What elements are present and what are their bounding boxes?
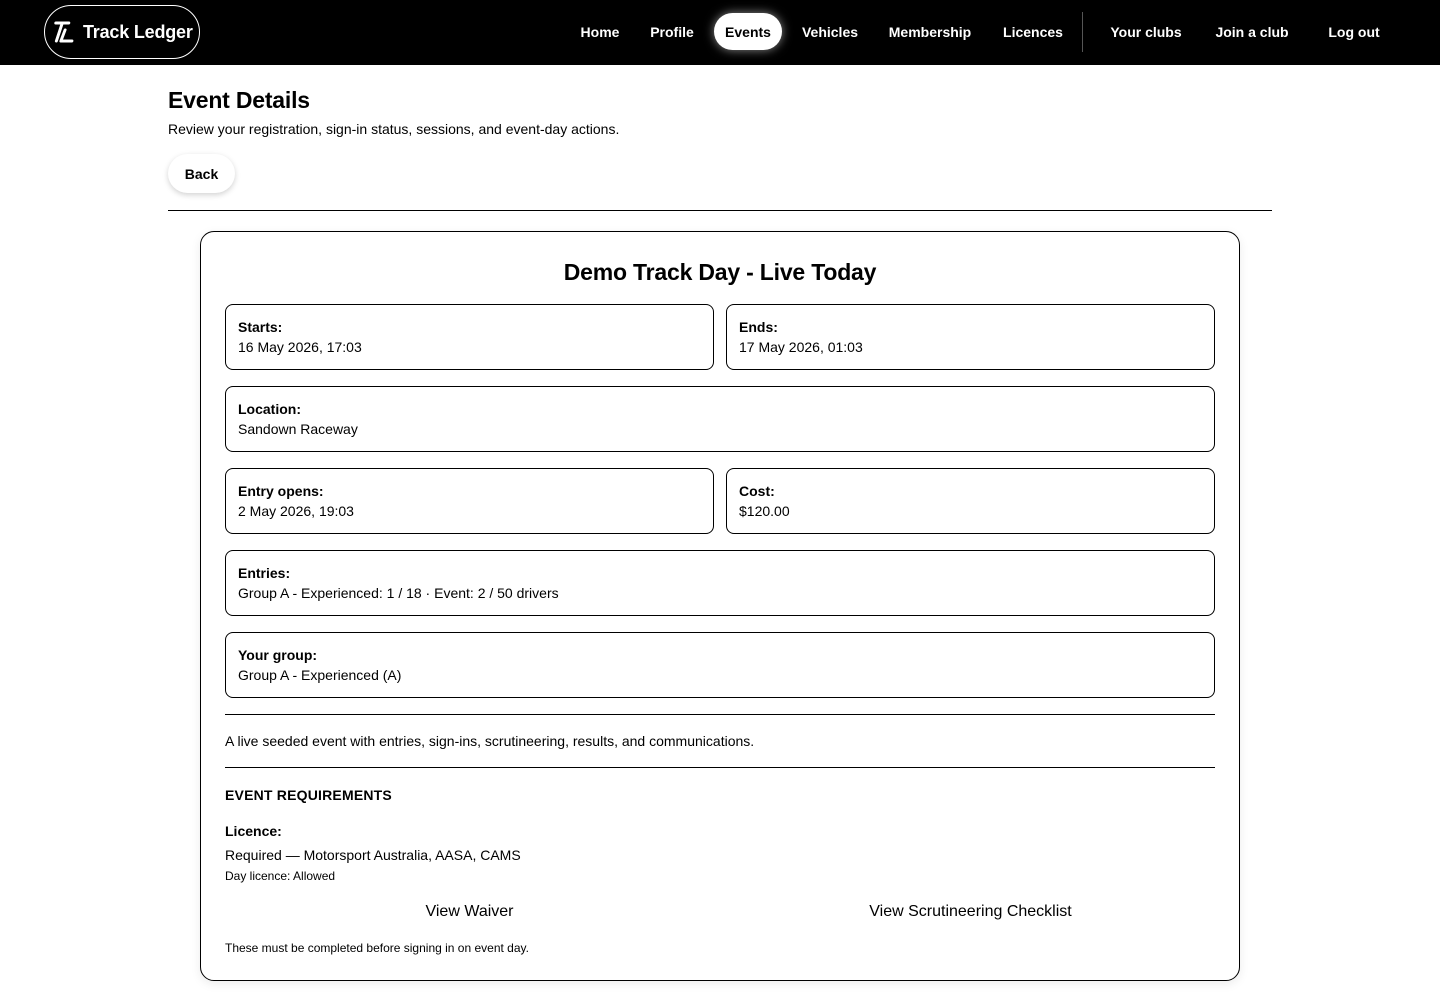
nav-log-out[interactable]: Log out: [1328, 23, 1380, 40]
entry-opens-box: [225, 468, 714, 534]
location-label: Location:: [238, 401, 301, 417]
track-ledger-logo-icon: [53, 19, 79, 45]
nav-licences[interactable]: Licences: [1003, 23, 1063, 40]
your-group-box: [225, 632, 1215, 698]
entries-label: Entries:: [238, 565, 291, 581]
nav-vehicles[interactable]: Vehicles: [801, 23, 859, 40]
requirements-note: These must be completed before signing in on event day.: [225, 941, 529, 955]
view-waiver-link[interactable]: View Waiver: [425, 903, 514, 920]
cost-value: $120.00: [739, 503, 790, 519]
nav-events[interactable]: Events: [714, 13, 782, 50]
description-divider-top: [225, 714, 1215, 715]
nav-divider: [1082, 12, 1083, 52]
page-subtitle: Review your registration, sign-in status, sessions, and event-day actions.: [168, 121, 620, 137]
licence-requirement: Required — Motorsport Australia, AASA, CAMS: [225, 847, 521, 863]
starts-value: 16 May 2026, 17:03: [238, 339, 362, 355]
event-details-card: [200, 231, 1240, 981]
ends-box: [726, 304, 1215, 370]
ends-value: 17 May 2026, 01:03: [739, 339, 863, 355]
your-group-value: Group A - Experienced (A): [238, 667, 402, 683]
top-navigation-bar: [0, 0, 1440, 65]
cost-label: Cost:: [739, 483, 775, 499]
header-divider: [168, 210, 1272, 211]
entries-value: Group A - Experienced: 1 / 18 · Event: 2 / 50 drivers: [238, 585, 559, 601]
event-description: A live seeded event with entries, sign-ins, scrutineering, results, and communications.: [225, 733, 755, 749]
event-title: Demo Track Day - Live Today: [563, 259, 877, 285]
entry-opens-label: Entry opens:: [238, 483, 324, 499]
brand-logo-button[interactable]: [44, 5, 200, 59]
location-value: Sandown Raceway: [238, 421, 358, 437]
nav-home[interactable]: Home: [580, 23, 620, 40]
page-title: Event Details: [168, 87, 310, 113]
nav-join-a-club[interactable]: Join a club: [1215, 23, 1289, 40]
view-scrutineering-checklist-link[interactable]: View Scrutineering Checklist: [869, 903, 1072, 920]
cost-box: [726, 468, 1215, 534]
day-licence-status: Day licence: Allowed: [225, 869, 336, 883]
brand-name: Track Ledger: [83, 21, 193, 42]
back-button[interactable]: Back: [168, 154, 235, 193]
starts-box: [225, 304, 714, 370]
entries-box: [225, 550, 1215, 616]
location-box: [225, 386, 1215, 452]
starts-label: Starts:: [238, 319, 283, 335]
nav-your-clubs[interactable]: Your clubs: [1110, 23, 1182, 40]
your-group-label: Your group:: [238, 647, 318, 663]
requirements-heading: EVENT REQUIREMENTS: [225, 787, 392, 803]
nav-membership[interactable]: Membership: [888, 23, 972, 40]
licence-label: Licence:: [225, 823, 282, 839]
entry-opens-value: 2 May 2026, 19:03: [238, 503, 354, 519]
nav-profile[interactable]: Profile: [650, 23, 694, 40]
ends-label: Ends:: [739, 319, 778, 335]
description-divider-bottom: [225, 767, 1215, 768]
